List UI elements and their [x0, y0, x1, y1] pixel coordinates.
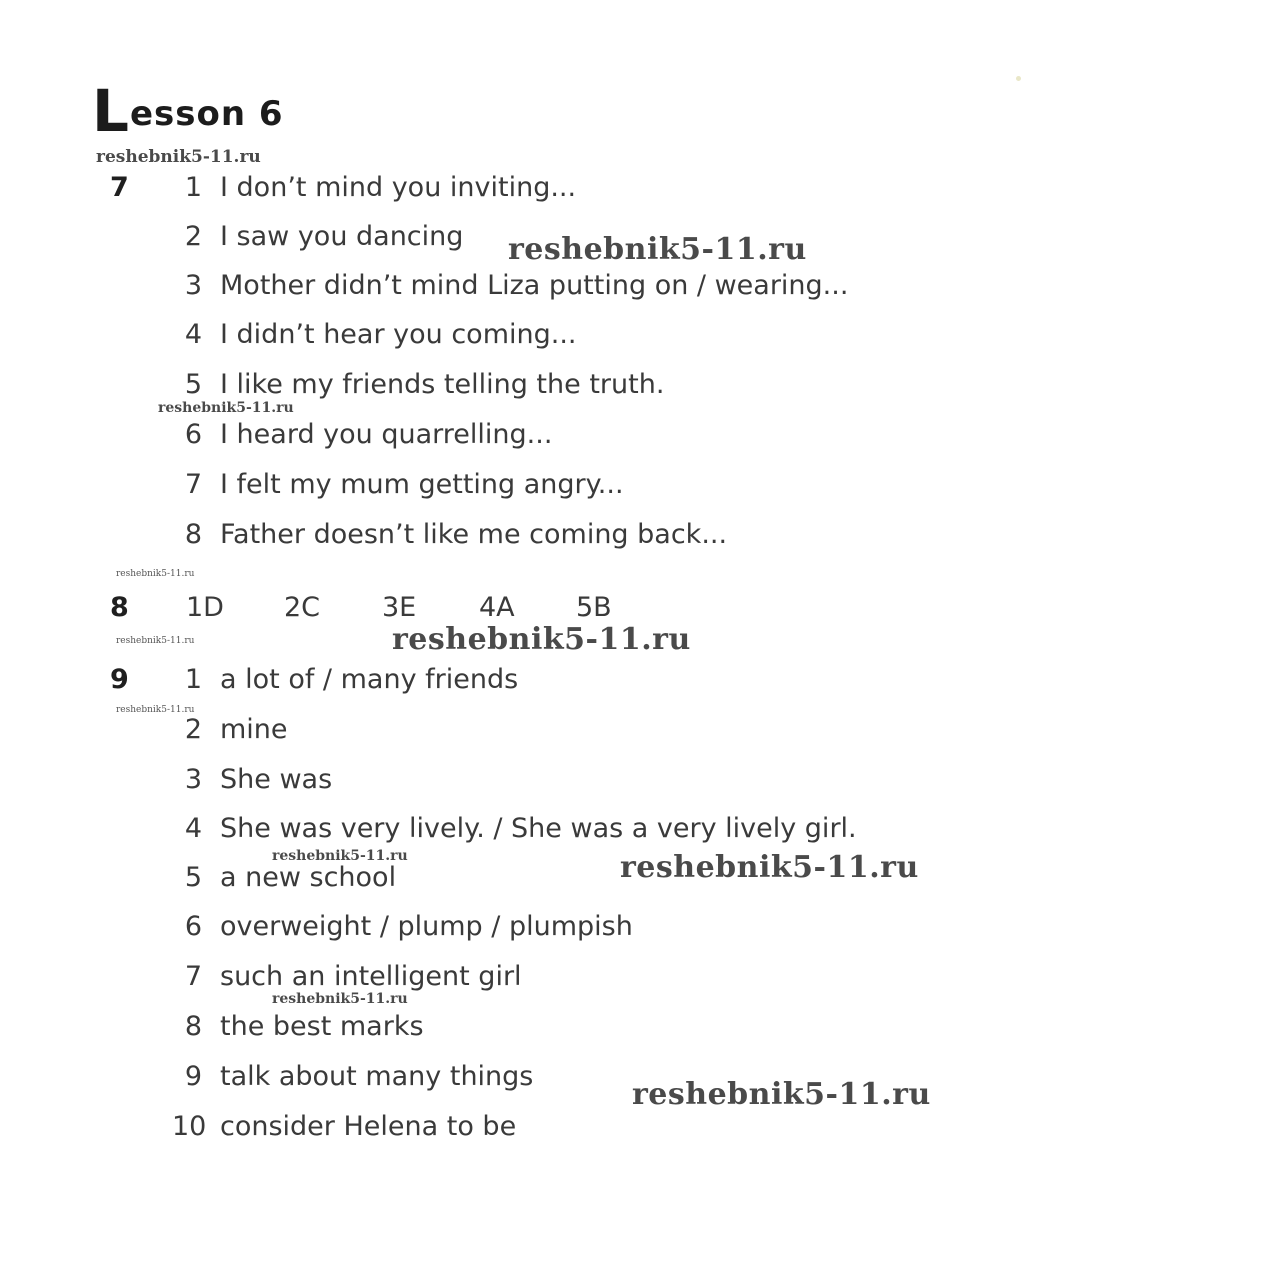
item-number: 8: [184, 1011, 202, 1042]
exercise-7-number: 7: [110, 172, 129, 203]
item-number: 10: [172, 1111, 207, 1142]
ex9-item-5: [172, 862, 397, 893]
item-text: a new school: [220, 862, 397, 893]
item-text: I like my friends telling the truth.: [220, 369, 665, 400]
item-number: 5: [184, 862, 202, 893]
ex7-item-8: [172, 519, 728, 550]
item-number: 4: [184, 813, 202, 844]
ex7-item-1: [172, 172, 577, 203]
lesson-title-rest: esson 6: [129, 94, 284, 134]
item-text: overweight / plump / plumpish: [220, 911, 633, 942]
watermark: reshebnik5-11.ru: [158, 400, 294, 416]
ex9-item-9: [172, 1061, 534, 1092]
watermark: reshebnik5-11.ru: [620, 850, 919, 885]
ex9-item-8: [172, 1011, 424, 1042]
item-text: the best marks: [220, 1011, 424, 1042]
watermark: reshebnik5-11.ru: [392, 622, 691, 657]
watermark: reshebnik5-11.ru: [116, 569, 195, 579]
item-number: 7: [184, 469, 202, 500]
ex7-item-5: [172, 369, 665, 400]
item-text: I heard you quarrelling...: [220, 419, 553, 450]
ex8-answer: 5B: [576, 592, 612, 623]
item-number: 8: [184, 519, 202, 550]
item-number: 3: [184, 764, 202, 795]
watermark: reshebnik5-11.ru: [116, 705, 195, 715]
watermark: reshebnik5-11.ru: [632, 1077, 931, 1112]
lesson-title: [92, 77, 284, 145]
item-text: I didn’t hear you coming...: [220, 319, 577, 350]
item-text: Mother didn’t mind Liza putting on / wearing...: [220, 270, 849, 301]
item-number: 6: [184, 419, 202, 450]
ex9-item-7: [172, 961, 522, 992]
item-text: talk about many things: [220, 1061, 534, 1092]
item-text: She was very lively. / She was a very lively girl.: [220, 813, 857, 844]
ex8-answer: 1D: [186, 592, 224, 623]
item-number: 7: [184, 961, 202, 992]
item-number: 9: [184, 1061, 202, 1092]
item-text: a lot of / many friends: [220, 664, 519, 695]
item-text: consider Helena to be: [220, 1111, 517, 1142]
item-text: mine: [220, 714, 288, 745]
item-number: 2: [184, 221, 202, 252]
ex9-item-1: [172, 664, 519, 695]
item-number: 4: [184, 319, 202, 350]
ex9-item-6: [172, 911, 633, 942]
ex9-item-3: [172, 764, 333, 795]
ex8-answer: 4A: [479, 592, 515, 623]
ex7-item-7: [172, 469, 624, 500]
paper-speck: [1016, 76, 1021, 81]
ex7-item-3: [172, 270, 849, 301]
item-text: She was: [220, 764, 333, 795]
item-text: Father doesn’t like me coming back...: [220, 519, 728, 550]
item-text: I saw you dancing: [220, 221, 464, 252]
ex9-item-10: [172, 1111, 517, 1142]
ex9-item-2: [172, 714, 288, 745]
watermark: reshebnik5-11.ru: [96, 147, 261, 167]
item-number: 3: [184, 270, 202, 301]
watermark: reshebnik5-11.ru: [272, 991, 408, 1007]
ex7-item-4: [172, 319, 577, 350]
watermark: reshebnik5-11.ru: [116, 636, 195, 646]
item-number: 2: [184, 714, 202, 745]
lesson-title-initial: L: [92, 77, 130, 145]
ex9-item-4: [172, 813, 857, 844]
ex8-answer: 2C: [284, 592, 321, 623]
item-text: I don’t mind you inviting...: [220, 172, 577, 203]
item-number: 5: [184, 369, 202, 400]
item-number: 1: [184, 664, 202, 695]
ex8-answer: 3E: [382, 592, 417, 623]
item-number: 1: [184, 172, 202, 203]
ex7-item-2: [172, 221, 464, 252]
item-text: I felt my mum getting angry...: [220, 469, 624, 500]
item-text: such an intelligent girl: [220, 961, 522, 992]
exercise-8-number: 8: [110, 592, 129, 623]
item-number: 6: [184, 911, 202, 942]
watermark: reshebnik5-11.ru: [272, 848, 408, 864]
exercise-9-number: 9: [110, 664, 129, 695]
watermark: reshebnik5-11.ru: [508, 232, 807, 267]
ex7-item-6: [172, 419, 553, 450]
